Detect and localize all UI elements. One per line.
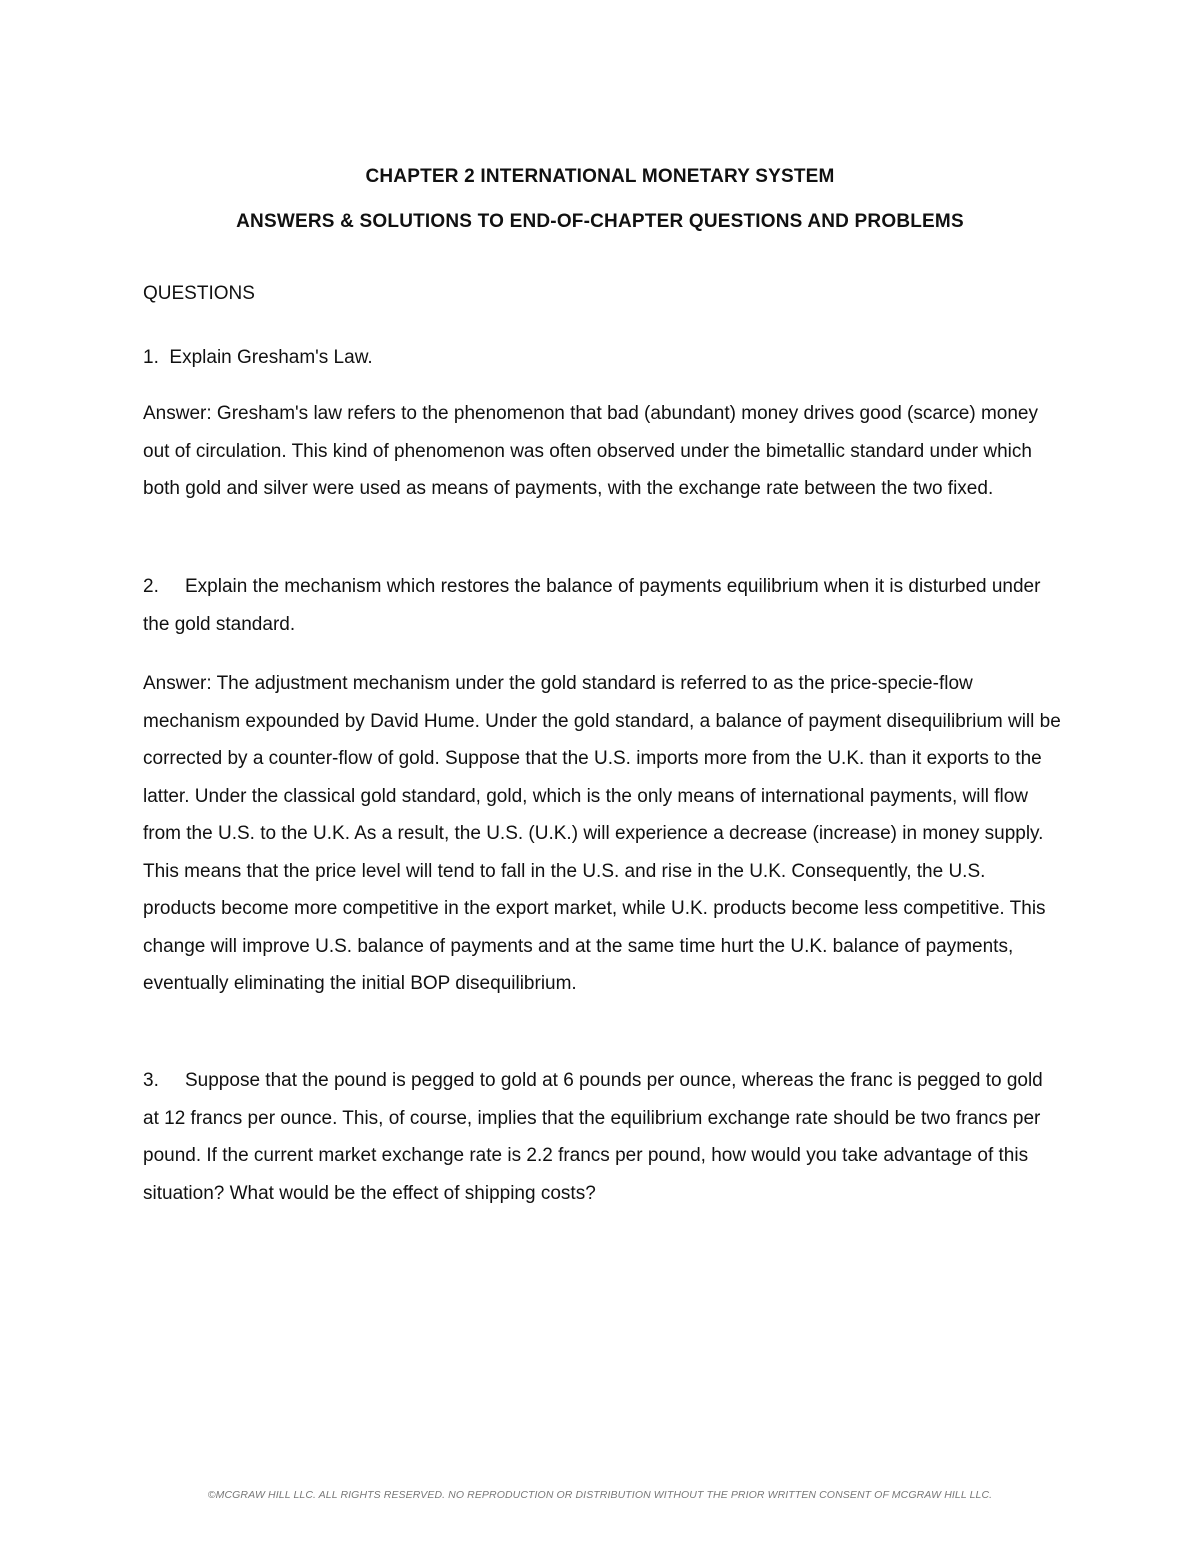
document-subtitle: ANSWERS & SOLUTIONS TO END-OF-CHAPTER QUESTIONS AND PROBLEMS — [236, 211, 964, 232]
question-3-text: Suppose that the pound is pegged to gold at 6 pounds per ounce, whereas the franc is pegged to gold at 12 francs per ounce. This, of course, implies that the equilibrium exchange rate should be two francs per pound. If the current market exchange rate is 2.2 francs per pound, how would you take advantage of this situation? What would be the effect of shipping costs? — [143, 1070, 1043, 1204]
question-1-number: 1. — [143, 347, 159, 368]
answer-1: Answer: Gresham's law refers to the phenomenon that bad (abundant) money drives good (scarce) money out of circulation. This kind of phenomenon was often observed under the bimetallic standard under which both gold and silver were used as means of payments, with the exchange rate between the two fixed. — [143, 403, 1038, 499]
section-label-questions: QUESTIONS — [143, 283, 255, 304]
question-2-number: 2. — [143, 576, 159, 597]
question-3-number: 3. — [143, 1070, 159, 1091]
answer-2: Answer: The adjustment mechanism under the gold standard is referred to as the price-specie-flow mechanism expounded by David Hume. Under the gold standard, a balance of payment disequilibrium will be corrected by a counter-flow of gold. Suppose that the U.S. imports more from the U.K. than it exports to the latter. Under the classical gold standard, gold, which is the only means of international payments, will flow from the U.S. to the U.K. As a result, the U.S. (U.K.) will experience a decrease (increase) in money supply. This means that the price level will tend to fall in the U.S. and rise in the U.K. Consequently, the U.S. products become more competitive in the export market, while U.K. products become less competitive. This change will improve U.S. balance of payments and at the same time hurt the U.K. balance of payments, eventually eliminating the initial BOP disequilibrium. — [143, 673, 1061, 994]
question-1-text: Explain Gresham's Law. — [169, 347, 373, 368]
question-2-text: Explain the mechanism which restores the balance of payments equilibrium when it is disturbed under the gold standard. — [143, 576, 1041, 635]
copyright-footer: ©MCGRAW HILL LLC. ALL RIGHTS RESERVED. NO REPRODUCTION OR DISTRIBUTION WITHOUT THE PRIOR WRITTEN CONSENT OF MCGRAW HILL LLC. — [207, 1489, 993, 1501]
chapter-title: CHAPTER 2 INTERNATIONAL MONETARY SYSTEM — [365, 166, 835, 187]
question-3 — [143, 1062, 1063, 1212]
question-1 — [143, 339, 1063, 377]
question-2 — [143, 568, 1063, 643]
